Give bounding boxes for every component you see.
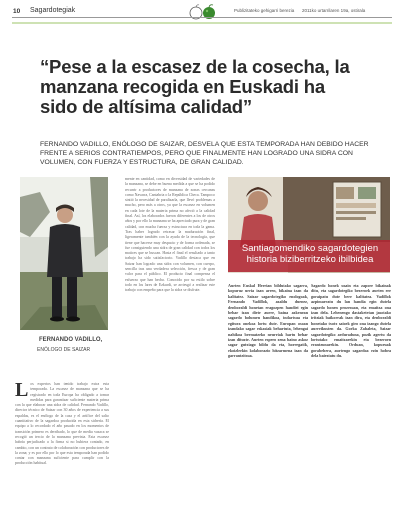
apples-logo-icon (186, 3, 220, 21)
article-body-column-2: mente en cantidad, como en diversidad de variedades de la manzana, se debe en buena medida a que se ha podido recurrir a productores de manzana de zonas cercanas como Navarra, Cantabria o la República Checa. Tampoco sintió la necesidad de paralizarla, que llevó problemas a mucho, pero más a otros, ya que la escasez en volumen en cada lote de la materia prima no afectó a la calidad final. Así, los elaborados fueron diferentes a los de otros años y por ello la manzana se ha apreciado pura y de gran calidad, con mucha fuerza y estructura en toda la gama. Tras haber logrado retrasar la maduración final, ligeramente también con la ayuda de la tecnología, que tiene que hacerse muy despacio y de forma ordenada, se fue consiguiendo una sidra de gran calidad con todos los matices que se buscan. Hasta el final el resultado a tanto trabajo ha sido satisfactorio. Vadillo destaca que en Saizar han logrado una sidra con volumen, con cuerpo, sencilla tras una verdadera selección, fresca y de gran valor para el público. El producto final compensa el esfuerzo que han hecho. Conocido por su estilo sobre todo en los lares de Ezkurdi, se arriesgó a realizar este trabajo con empeño para que la sidra se disfrute. (125, 177, 215, 293)
section-title: Sagardotegiak (30, 7, 76, 14)
sidebar-title: Santiagomendiko sagardotegien historia biziberritzeko ibilbidea (241, 243, 379, 265)
article-headline: “Pese a la escasez de la cosecha, la manzana recogida en Euskadi ha sido de altísima calidad” (40, 56, 350, 117)
header-rule (12, 17, 392, 18)
page-header (0, 0, 400, 38)
drop-cap: L (15, 382, 29, 401)
photo-caption-role: ENÓLOGO DE SAIZAR (37, 347, 91, 353)
publication-note: Publizitateko gehigarri berezia (234, 8, 295, 13)
photo-caption-name: FERNANDO VADILLO, (39, 337, 103, 343)
decorative-strip (12, 22, 392, 24)
page-number: 10 (13, 8, 21, 15)
article-body-column-1 (15, 382, 109, 492)
body-text-1: os expertos han tenido trabajo extra esta temporada. La escasez de manzana que se ha registrado en toda Europa ha obligado a tomar medidas para garantizar suficiente materia prima con la que elaborar una sidra de calidad. Fernando Vadillo, director técnico de Saizar con 30 años de experiencia a sus espaldas, es el enólogo de la casa y el artífice del salto cuantitativo de la sagardoa producida en esta sidrería. El equipo a lo recordado el año pasado en los momentos de transición primero es derribado, lo que de media vasaca se recogió un tercio de la manzana prevista. Esta escasez habría perjudicado a la firma si no hubiera contado, en cambio, con un contrato de colaboración con productores de la zona; y es por ello por lo que esta temporada han podido contar con manzana suficiente para cumplir con la producción habitual. (15, 382, 109, 466)
sidebar-body-column-1: Aurten Euskal Herrian bildutako sagarra, kopuruz urria izan arren, bikaina izan da kalitatez. Saizar sagardotegiko enologoak, Fernando Vadillok, azaldu duenez, denboraldi honetan eragozpen handiei egin behar izan diete aurre, baina azkenean sagardo bolumen handikoa, indartsua eta egitura onekoa lortu dute. Europan osoan izandako sagar eskasiak behartuta, lehengai nahikoa bermatzeko neurriak hartu behar izan dituzte. Aurten espero zena baino askoz sagar gutxiago bildu da eta, horregatik, ekoizleekin kolaborazio hitzarmena izan da garrantzitsua. (228, 283, 308, 359)
portrait-photo (20, 177, 108, 330)
sidebar-body-column-2: Sagardo honek usain eta zapore bikainak ditu, eta sagardotegiko bezeroek aurten ere goraipatu dute bere kalitatea. Vadillok azpimarratu du lan handia egin dutela sagardo honen prozesuan, eta emaitza ona izan dela. Lehenengo dastaketetan jasotako iritziak baikorrak izan dira, eta denboraldi honetako txotx saioek giro ona izango dutela aurreikusten da. Gorka Zabaleta, Saizar sagardotegiko arduraduna, pozik agertu da lortutako emaitzarekin eta bezeroen erantzunarekin. Orduan, kopuruak gorabehera, aurtengo sagardoa ezin hobea dela baieztatu du. (311, 283, 391, 359)
article-lead: FERNANDO VADILLO, ENÓLOGO DE SAIZAR, DESVELA QUE ESTA TEMPORADA HAN DEBIDO HACER FRENTE A SERIOS CONTRATIEMPOS, PERO QUE FINALMENTE HAN LOGRADO UNA SIDRA CON VOLUMEN, CON FUERZA Y ESTRUCTURA, DE GRAN CALIDAD. (40, 141, 369, 166)
publication-date: 2011ko urtarrilaren 19a, ostirala (302, 8, 366, 13)
